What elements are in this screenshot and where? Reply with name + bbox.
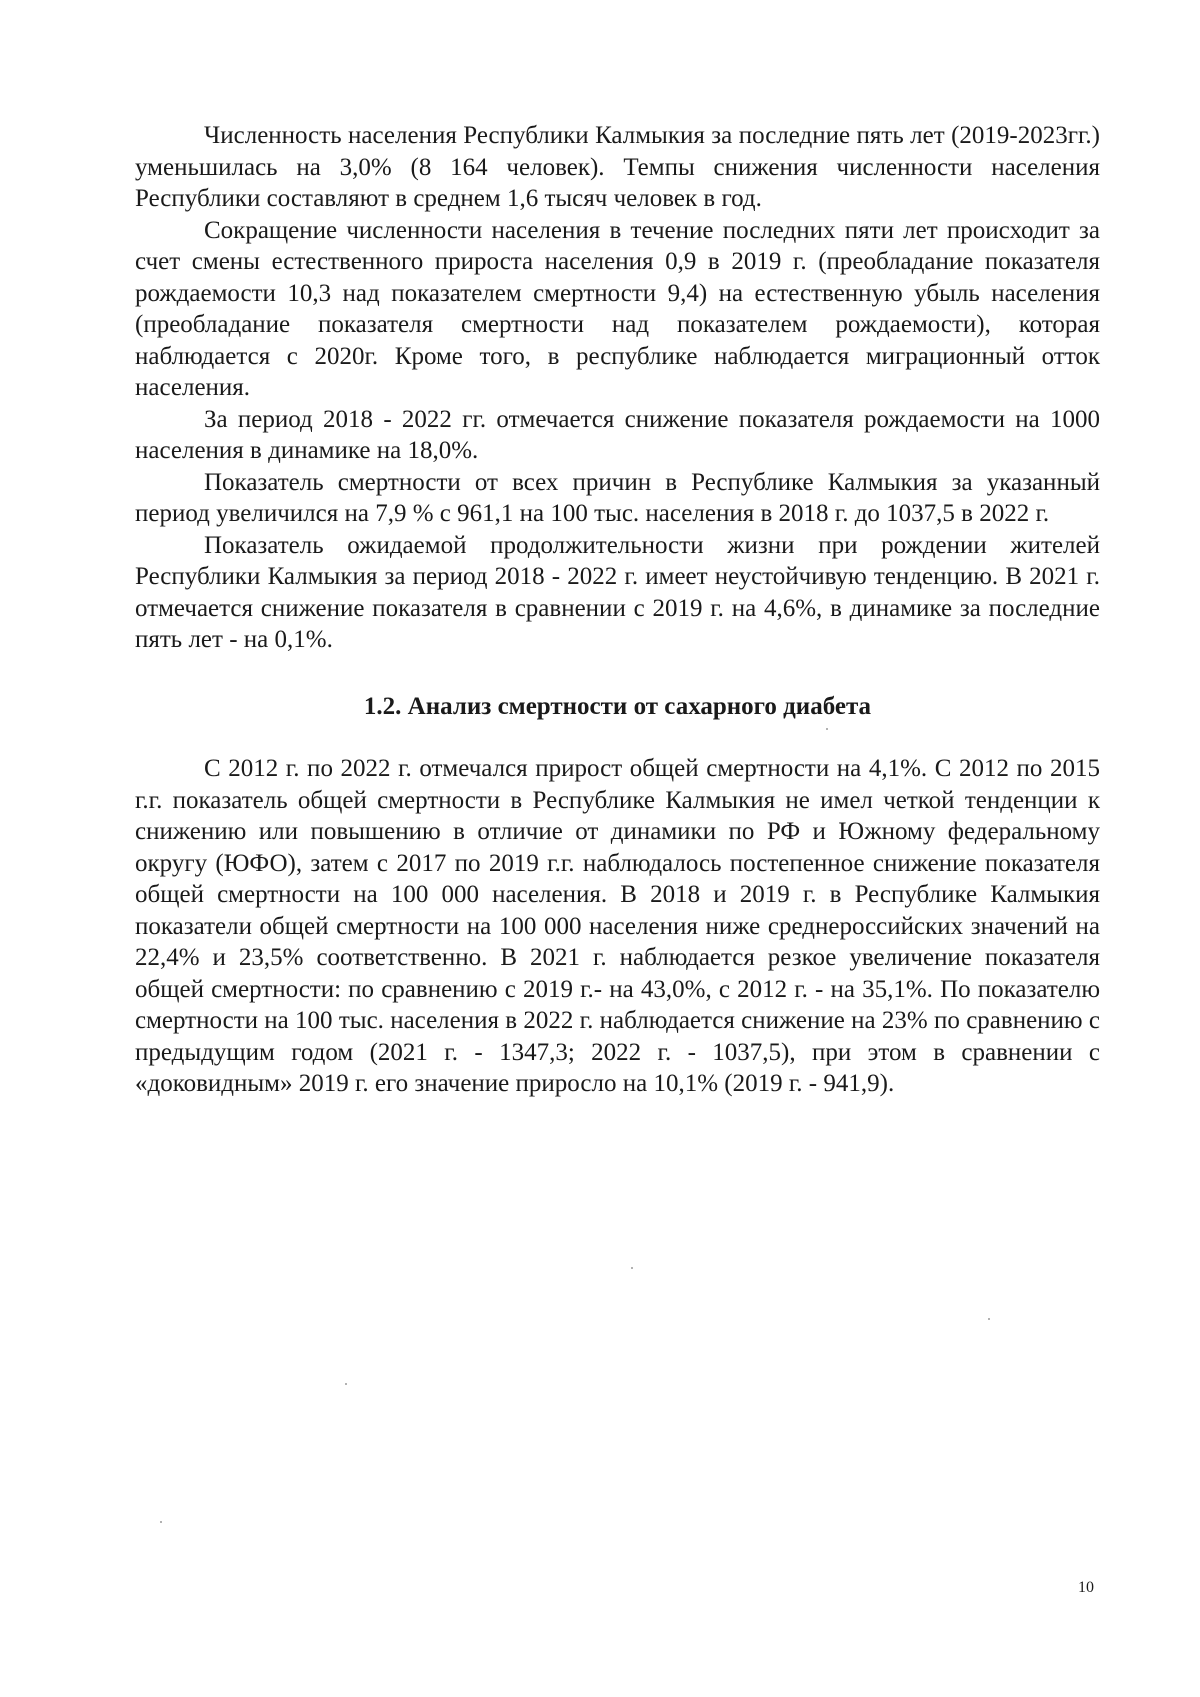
paragraph-diabetes-mortality-analysis: С 2012 г. по 2022 г. отмечался прирост общей смертности на 4,1%. С 2012 по 2015 г.г. показатель общей смертности в Республике Калмыкия не имел четкой тенденции к снижению или повышению в отличие от динамики по РФ и Южному федеральному округу (ЮФО), затем с 2017 по 2019 г.г. наблюдалось постепенное снижение показателя общей смертности на 100 000 населения. В 2018 и 2019 г. в Республике Калмыкия показатели общей смертности на 100 000 населения ниже среднероссийских значений на 22,4% и 23,5% соответственно. В 2021 г. наблюдается резкое увеличение показателя общей смертности: по сравнению с 2019 г.- на 43,0%, с 2012 г. - на 35,1%. По показателю смертности на 100 тыс. населения в 2022 г. наблюдается снижение на 23% по сравнению с предыдущим годом (2021 г. - 1347,3; 2022 г. - 1037,5), при этом в сравнении с «доковидным» 2019 г. его значение приросло на 10,1% (2019 г. - 941,9). (135, 755, 1100, 1097)
paragraph-mortality-rate: Показатель смертности от всех причин в Республике Калмыкия за указанный период увеличился на 7,9 % с 961,1 на 100 тыс. населения в 2018 г. до 1037,5 в 2022 г. (135, 468, 1100, 527)
paragraph-natural-decrease: Сокращение численности населения в течение последних пяти лет происходит за счет смены естественного прироста населения 0,9 в 2019 г. (преобладание показателя рождаемости 10,3 над показателем смертности 9,4) на естественную убыль населения (преобладание показателя смертности над показателем рождаемости), которая наблюдается с 2020г. Кроме того, в республике наблюдается миграционный отток населения. (135, 216, 1100, 401)
scan-speck (988, 1318, 990, 1320)
document-body (135, 120, 1100, 1100)
scan-speck (160, 1521, 162, 1523)
scan-speck (826, 728, 828, 730)
paragraph-population-decline: Численность населения Республики Калмыкия за последние пять лет (2019-2023гг.) уменьшилась на 3,0% (8 164 человек). Темпы снижения численности населения Республики составляют в среднем 1,6 тысяч человек в год. (135, 122, 1100, 212)
paragraph-life-expectancy: Показатель ожидаемой продолжительности жизни при рождении жителей Республики Калмыкия за период 2018 - 2022 г. имеет неустойчивую тенденцию. В 2021 г. отмечается снижение показателя в сравнении с 2019 г. на 4,6%, в динамике за последние пять лет - на 0,1%. (135, 531, 1100, 653)
scan-speck (345, 1383, 347, 1385)
section-heading: 1.2. Анализ смертности от сахарного диабета (363, 692, 872, 720)
paragraph-birth-rate: За период 2018 - 2022 гг. отмечается снижение показателя рождаемости на 1000 населения в динамике на 18,0%. (135, 405, 1100, 464)
page-number: 10 (1078, 1579, 1094, 1596)
scan-speck (631, 1267, 633, 1269)
